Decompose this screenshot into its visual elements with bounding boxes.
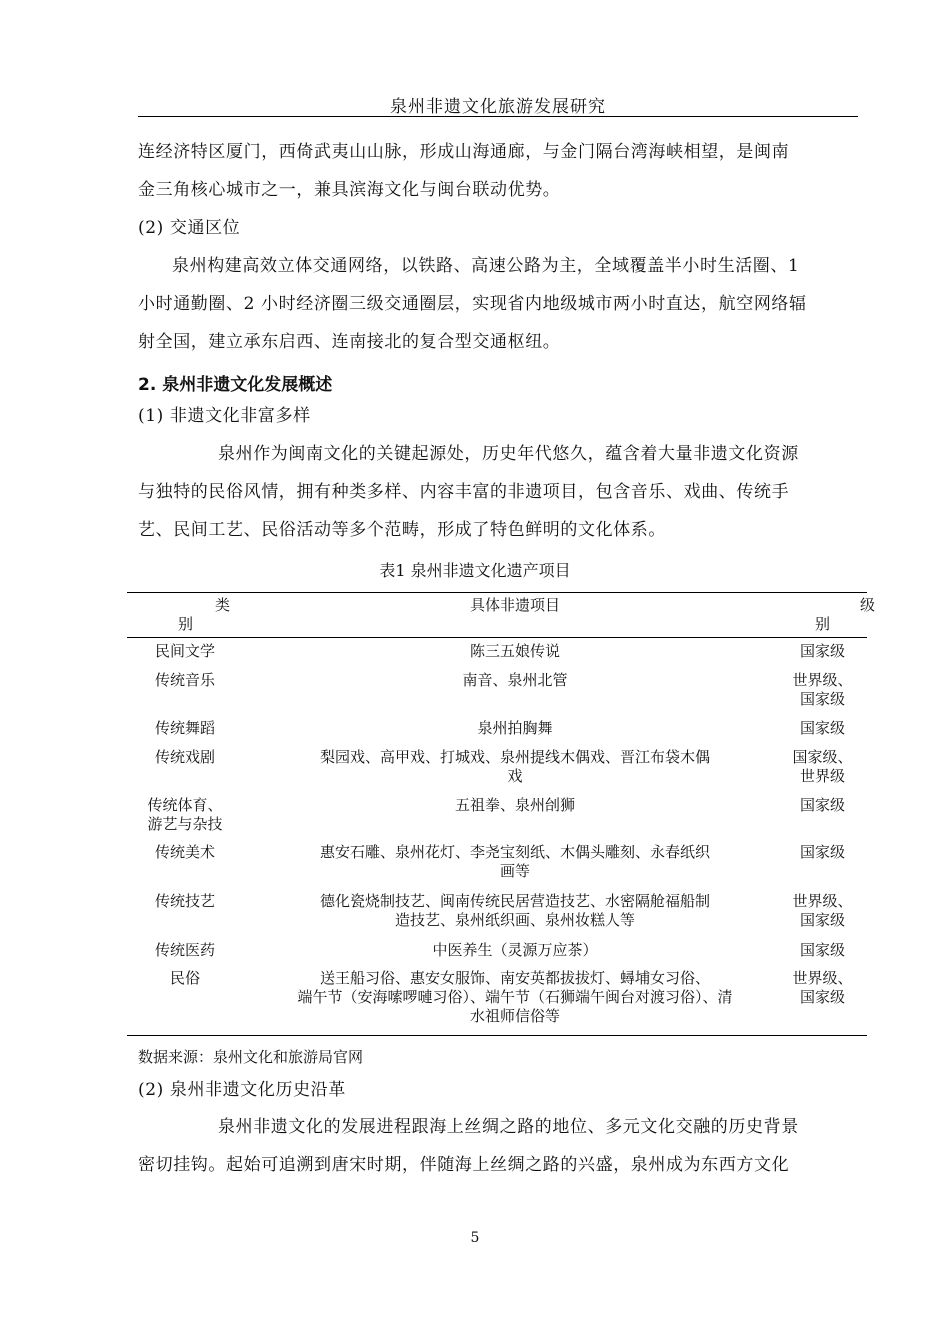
table-cell-category: 传统音乐 [154,671,215,689]
table-cell-category: 传统戏剧 [154,748,215,766]
running-header-title: 泉州非遗文化旅游发展研究 [390,97,606,117]
paragraph-line: 泉州作为闽南文化的关键起源处，历史年代悠久，蕴含着大量非遗文化资源 [218,444,799,464]
table-cell-items: 送王船习俗、惠安女服饰、南安英都拔拔灯、蟳埔女习俗、 端午节（安海嗦啰嗹习俗）、端午节（石狮端午闽台对渡习俗）、清 水祖师信俗等 [297,969,733,1025]
table-cell-level: 国家级 [799,719,845,737]
paragraph-line: 小时通勤圈、2 小时经济圈三级交通圈层，实现省内地级城市两小时直达，航空网络辐 [138,294,807,314]
table-cell-items: 泉州拍胸舞 [477,719,553,737]
subheading-label: (2) 泉州非遗文化历史沿革 [138,1080,346,1100]
table-source: 数据来源：泉州文化和旅游局官网 [138,1048,364,1066]
table-cell-level: 国家级 [799,642,845,660]
table-cell-level: 世界级、 国家级 [792,892,853,929]
section-heading: 2. 泉州非遗文化发展概述 [138,375,333,395]
table-caption: 表1 泉州非遗文化遗产项目 [379,561,571,580]
table-cell-level: 世界级、 国家级 [792,969,853,1006]
subheading-label: (2) 交通区位 [138,218,241,238]
table-cell-level: 国家级 [799,843,845,861]
paragraph-line: 密切挂钩。起始可追溯到唐宋时期，伴随海上丝绸之路的兴盛，泉州成为东西方文化 [138,1155,790,1175]
paragraph-line: 与独特的民俗风情，拥有种类多样、内容丰富的非遗项目，包含音乐、戏曲、传统手 [138,482,790,502]
paragraph-line: 金三角核心城市之一，兼具滨海文化与闽台联动优势。 [138,180,561,200]
subheading-label: (1) 非遗文化非富多样 [138,406,311,426]
table-header-level-b: 别 [815,615,831,633]
table-cell-category: 传统美术 [154,843,215,861]
subheading-history [138,1071,858,1109]
page-number: 5 [470,1230,480,1246]
table-cell-items: 中医养生（灵源万应茶） [432,941,598,959]
paragraph-line: 连经济特区厦门，西倚武夷山山脉，形成山海通廊，与金门隔台湾海峡相望，是闽南 [138,142,790,162]
paragraph-line: 泉州非遗文化的发展进程跟海上丝绸之路的地位、多元文化交融的历史背景 [218,1117,799,1137]
subheading-diverse [138,397,858,435]
table-header-items: 具体非遗项目 [469,596,560,614]
table-header-category-a: 类 [215,596,231,614]
table-cell-category: 传统医药 [154,941,215,959]
paragraph-location-tail [138,133,858,209]
subheading-traffic [138,209,858,247]
paragraph-diverse [138,435,858,549]
table-cell-category: 传统技艺 [154,892,215,910]
table-cell-category: 民间文学 [154,642,215,660]
paragraph-traffic [138,247,858,361]
table-cell-level: 国家级 [799,941,845,959]
table-header-category-b: 别 [178,615,194,633]
table-cell-items: 五祖拳、泉州刣狮 [454,796,575,814]
table-cell-category: 传统舞蹈 [154,719,215,737]
table-header-rule [127,637,867,638]
paragraph-history [138,1108,858,1184]
table-cell-items: 惠安石雕、泉州花灯、李尧宝刻纸、木偶头雕刻、永春纸织 画等 [319,843,710,880]
table-top-rule [127,592,867,593]
table-cell-level: 世界级、 国家级 [792,671,853,708]
table-cell-items: 梨园戏、高甲戏、打城戏、泉州提线木偶戏、晋江布袋木偶 戏 [319,748,710,785]
header-rule [138,116,858,117]
table-cell-category: 传统体育、 游艺与杂技 [147,796,223,833]
paragraph-line: 艺、民间工艺、民俗活动等多个范畴，形成了特色鲜明的文化体系。 [138,520,666,540]
table-cell-level: 国家级、 世界级 [792,748,853,785]
paragraph-line: 射全国，建立承东启西、连南接北的复合型交通枢纽。 [138,332,561,352]
table-header-level-a: 级 [860,596,876,614]
paragraph-line: 泉州构建高效立体交通网络，以铁路、高速公路为主，全域覆盖半小时生活圈、1 [172,256,800,276]
table-cell-level: 国家级 [799,796,845,814]
table-cell-items: 陈三五娘传说 [469,642,560,660]
table-cell-category: 民俗 [169,969,200,987]
table-cell-items: 德化瓷烧制技艺、闽南传统民居营造技艺、水密隔舱福船制 造技艺、泉州纸织画、泉州妆糕人等 [319,892,710,929]
table-cell-items: 南音、泉州北管 [462,671,568,689]
table-bottom-rule [127,1035,867,1036]
